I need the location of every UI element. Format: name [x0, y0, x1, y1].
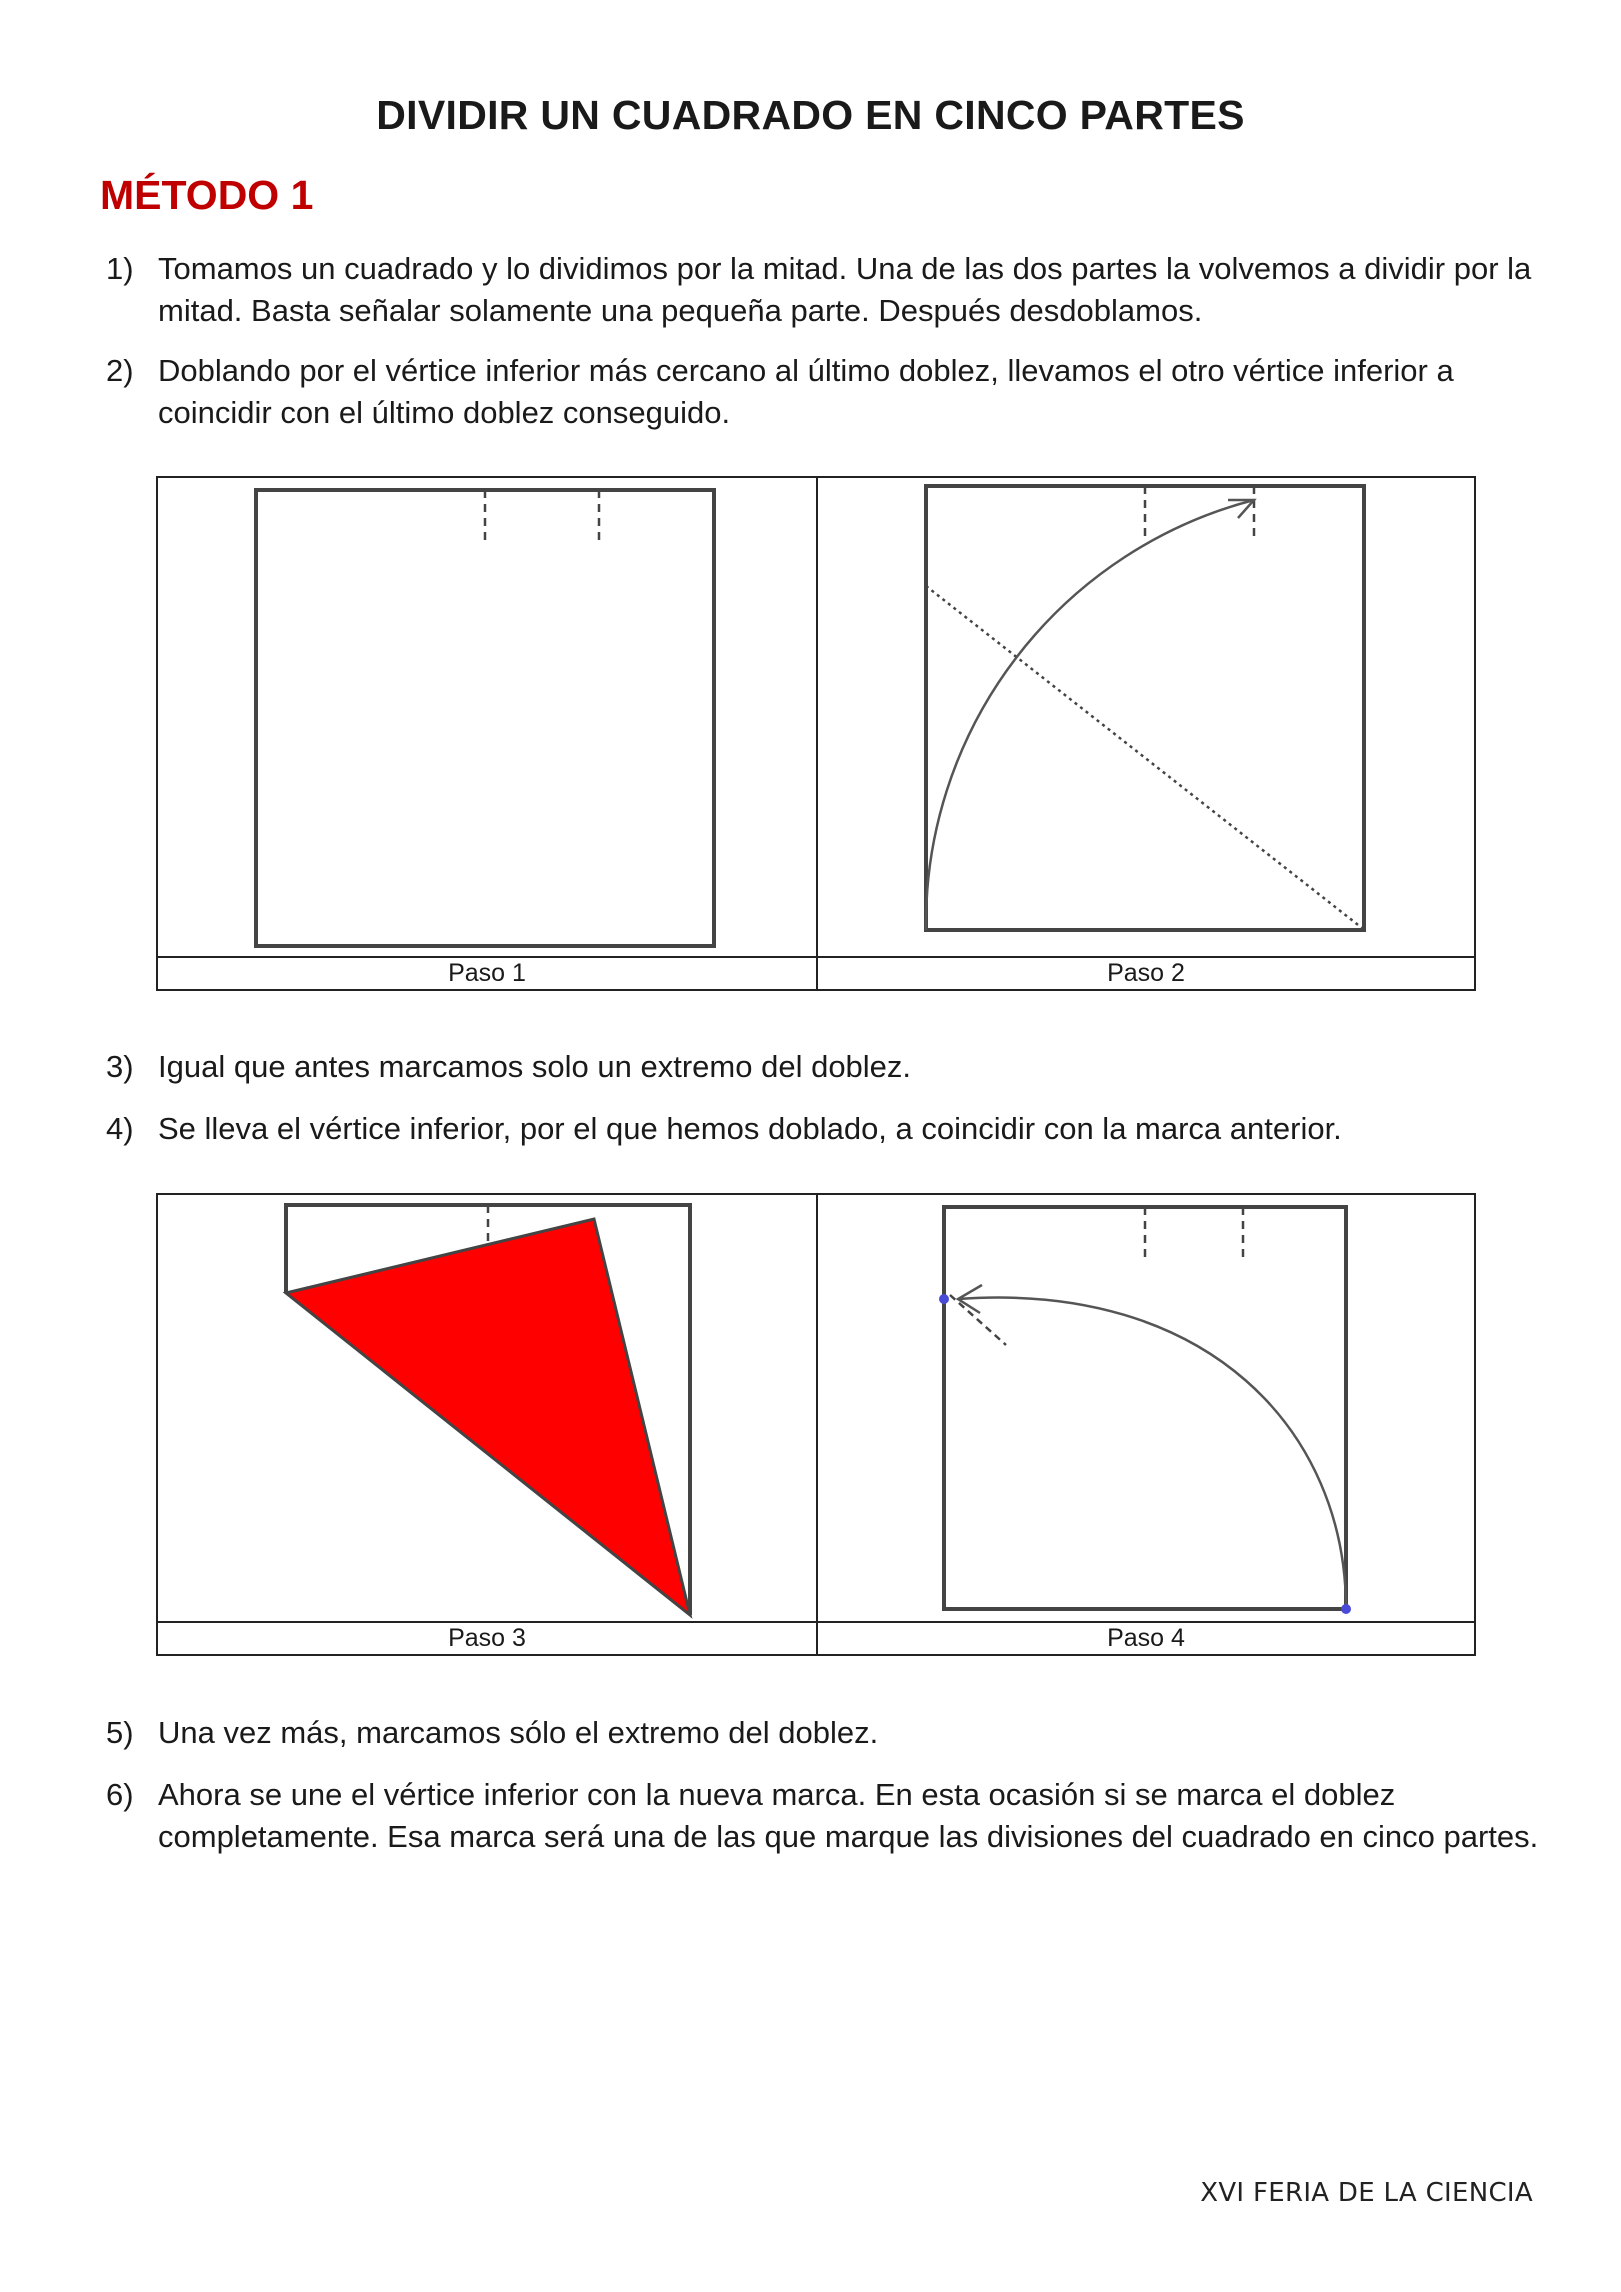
step-number: 3)	[106, 1049, 134, 1084]
figure-table-steps-3-4	[156, 1193, 1476, 1656]
step-2	[106, 350, 1556, 434]
caption-paso-2: Paso 2	[816, 958, 1474, 989]
paso-1-diagram	[158, 478, 816, 956]
step-text: Doblando por el vértice inferior más cercano al último doblez, llevamos el otro vértice inferior a coincidir con el último doblez conseguido.	[158, 353, 1454, 430]
page-title: DIVIDIR UN CUADRADO EN CINCO PARTES	[376, 92, 1245, 138]
step-1	[106, 248, 1556, 332]
figure-paso-2	[816, 478, 1474, 956]
figure-paso-3	[158, 1195, 816, 1621]
mark-point	[939, 1294, 949, 1304]
step-5	[106, 1712, 1556, 1754]
step-number: 6)	[106, 1777, 134, 1812]
paso-2-diagram	[818, 478, 1476, 956]
caption-paso-1: Paso 1	[448, 959, 526, 987]
step-number: 2)	[106, 353, 134, 388]
step-text: Igual que antes marcamos solo un extremo del doblez.	[158, 1049, 912, 1084]
caption-paso-3: Paso 3	[448, 1624, 526, 1652]
fold-line-dotted	[926, 586, 1362, 928]
caption-row	[158, 956, 1474, 989]
figure-paso-1	[158, 478, 816, 956]
step-text: Tomamos un cuadrado y lo dividimos por la mitad. Una de las dos partes la volvemos a dividir por la mitad. Basta señalar solamente una pequeña parte. Después desdoblamos.	[158, 251, 1532, 328]
step-6	[106, 1774, 1556, 1858]
vertex-point	[1341, 1604, 1351, 1614]
caption-row	[158, 1621, 1474, 1654]
step-text: Se lleva el vértice inferior, por el que hemos doblado, a coincidir con la marca anterior.	[158, 1111, 1342, 1146]
paper-square	[256, 490, 714, 946]
figure-paso-4	[816, 1195, 1474, 1621]
paso-4-diagram	[818, 1195, 1476, 1621]
fold-arc-arrow	[926, 500, 1254, 930]
figure-table-steps-1-2	[156, 476, 1476, 991]
paper-square	[926, 486, 1364, 930]
step-number: 4)	[106, 1111, 134, 1146]
step-number: 5)	[106, 1715, 134, 1750]
footer-event-name: XVI FERIA DE LA CIENCIA	[1200, 2178, 1533, 2208]
step-4	[106, 1108, 1556, 1150]
paso-3-diagram	[158, 1195, 816, 1621]
step-text: Una vez más, marcamos sólo el extremo del doblez.	[158, 1715, 879, 1750]
step-text: Ahora se une el vértice inferior con la nueva marca. En esta ocasión si se marca el doblez completamente. Esa marca será una de las que marque las divisiones del cuadrado en cinco partes.	[158, 1777, 1539, 1854]
method-heading: MÉTODO 1	[100, 172, 314, 218]
step-number: 1)	[106, 251, 134, 286]
fold-arc-arrow	[958, 1298, 1346, 1609]
caption-paso-4: Paso 4	[816, 1623, 1474, 1654]
step-3	[106, 1046, 1556, 1088]
fold-mark-diagonal	[950, 1295, 1006, 1345]
folded-triangle	[286, 1219, 690, 1615]
paper-square	[944, 1207, 1346, 1609]
